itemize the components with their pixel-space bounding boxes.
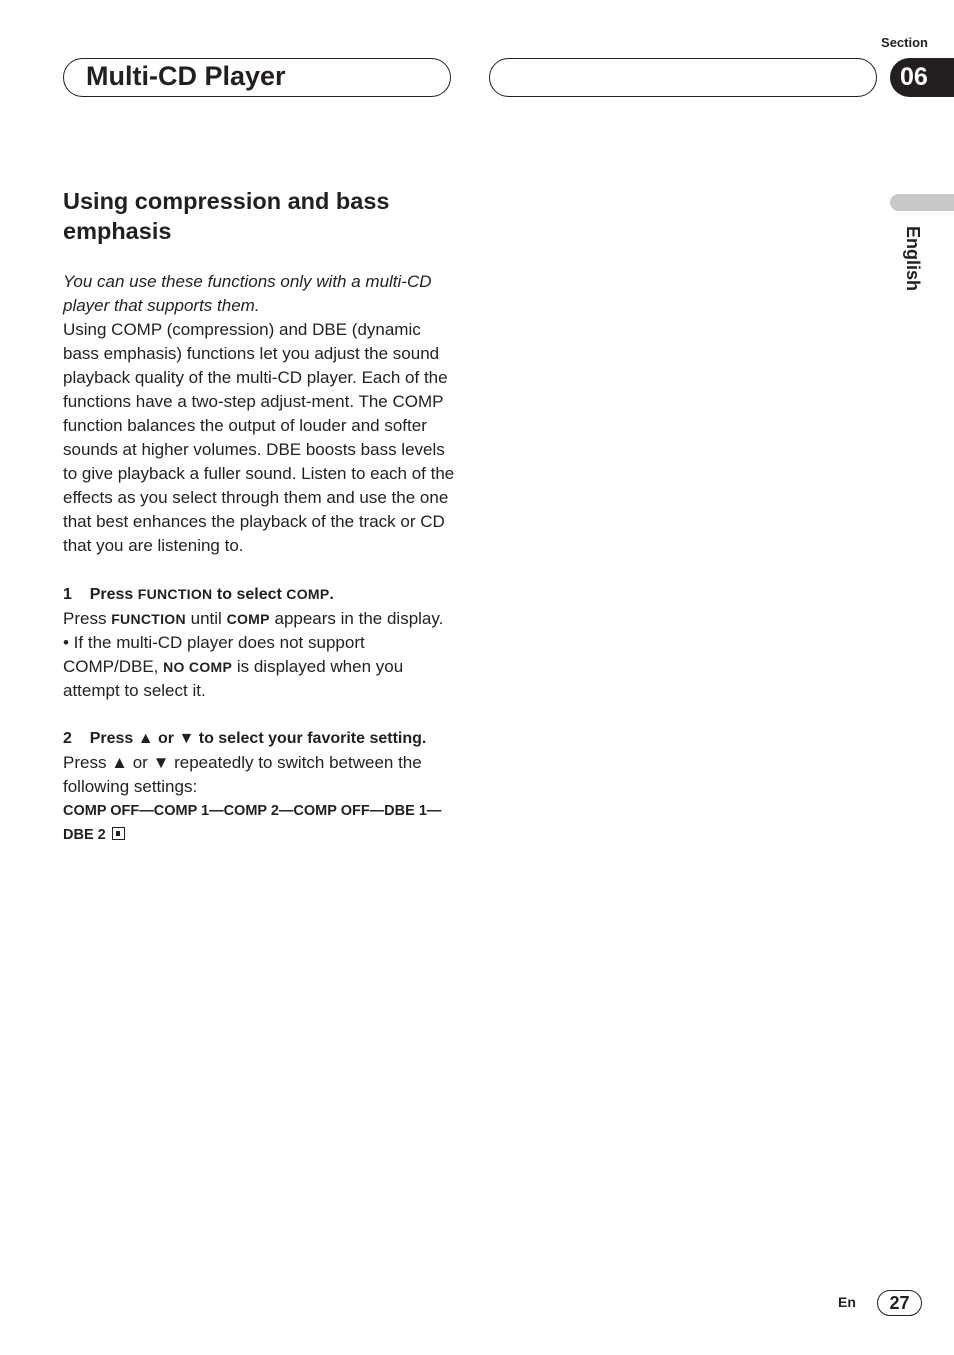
step-1-line-pre: Press (63, 609, 112, 628)
step-1-line-key: FUNCTION (111, 611, 186, 627)
step-1-line-post: appears in the display. (269, 609, 444, 628)
step-1-note-key: NO COMP (163, 659, 233, 675)
language-tab-marker (890, 194, 954, 211)
step-1-post: . (329, 586, 334, 603)
page-number: 27 (877, 1290, 922, 1316)
step-1-line-mid: until (185, 609, 227, 628)
step-1-note-post: is displayed when you attempt to select it. (63, 657, 404, 700)
step-1-heading (63, 582, 455, 607)
settings-list: COMP OFF—COMP 1—COMP 2—COMP OFF—DBE 1—DBE 2 (63, 803, 442, 843)
step-1-pre: Press (89, 586, 138, 603)
page-title: Multi-CD Player (86, 61, 286, 91)
end-of-section-icon (112, 827, 125, 840)
section-label: Section (881, 35, 928, 50)
intro-note: You can use these functions only with a multi-CD player that supports them. (63, 272, 432, 315)
step-1-target: COMP (286, 586, 330, 602)
step-1-note-pre: • If the multi-CD player does not support COMP/DBE, (63, 633, 365, 676)
step-1-mid: to select (212, 586, 287, 603)
settings-sequence (63, 799, 455, 847)
step-2-instruction: Press ▲ or ▼ repeatedly to switch between the following settings: (63, 753, 422, 796)
footer-language-code: En (838, 1294, 856, 1310)
step-1-key: FUNCTION (137, 586, 213, 602)
step-1-number: 1 (63, 586, 72, 603)
language-label: English (903, 226, 923, 292)
step-2-text: Press ▲ or ▼ to select your favorite setting. (89, 730, 427, 747)
article-heading: Using compression and bass emphasis (63, 188, 390, 244)
step-1-line-target: COMP (226, 611, 270, 627)
section-number-badge: 06 (890, 58, 954, 97)
article (63, 186, 455, 847)
step-1-note (63, 631, 455, 703)
step-1-instruction (63, 607, 455, 631)
step-2-heading (63, 727, 455, 751)
step-2-number: 2 (63, 730, 72, 747)
header-blank-frame (489, 58, 877, 97)
body-paragraph: Using COMP (compression) and DBE (dynamic bass emphasis) functions let you adjust the sound playback quality of the multi-CD player. Each of the functions have a two-step adjust-ment. The COMP function balances the output of louder and softer sounds at higher volumes. DBE boosts bass levels to give playback a fuller sound. Listen to each of the effects as you select through them and use the one that best enhances the playback of the track or CD that you are listening to. (63, 320, 455, 555)
